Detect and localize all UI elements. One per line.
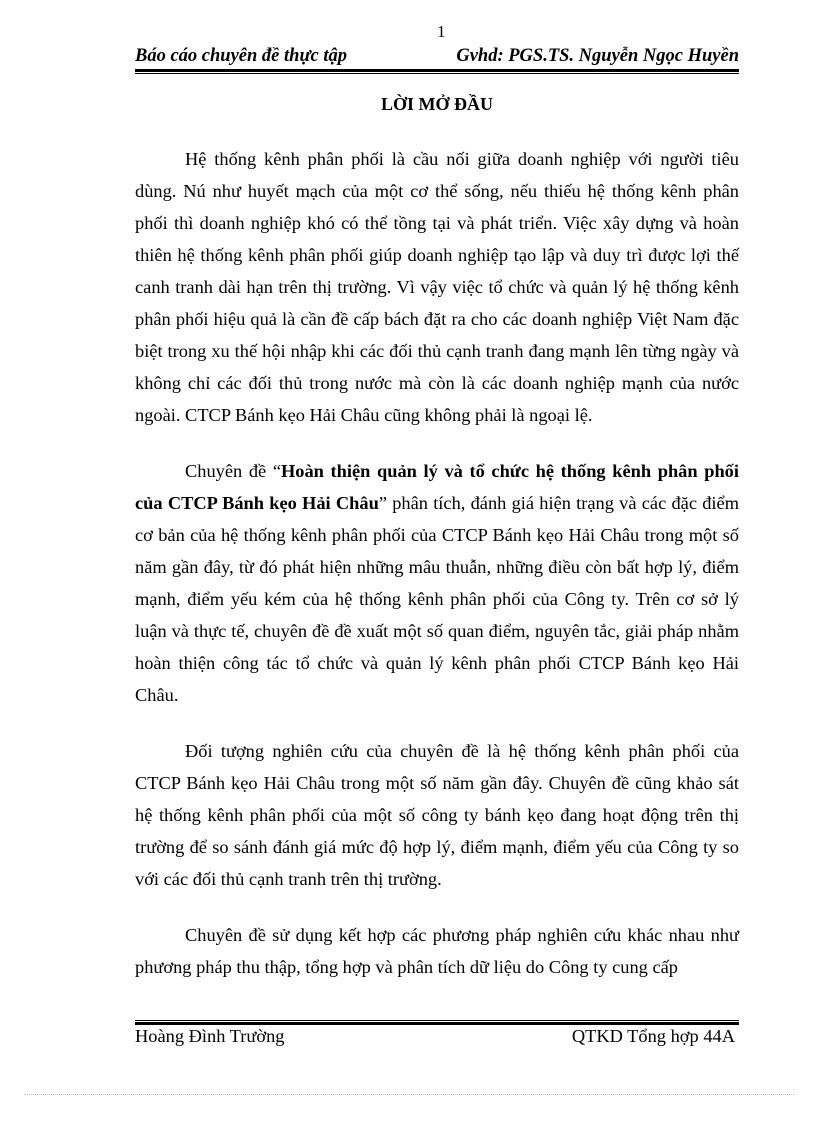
paragraph-3: Đối tượng nghiên cứu của chuyên đề là hệ thống kênh phân phối của CTCP Bánh kẹo Hải Châu trong một số năm gần đây. Chuyên đề cũng khảo sát hệ thống kênh phân phối của một số công ty bánh kẹo đang hoạt động trên thị trường để so sánh đánh giá mức độ hợp lý, điểm mạnh, điểm yếu của Công ty so với các đối thủ cạnh tranh trên thị trường. bbox=[135, 741, 739, 889]
paragraph-2 bbox=[135, 455, 739, 711]
page-boundary bbox=[24, 1094, 794, 1095]
page-number: 1 bbox=[437, 22, 446, 41]
page-title: LỜI MỞ ĐẦU bbox=[381, 94, 493, 114]
footer-author: Hoàng Đình Trường bbox=[135, 1026, 285, 1046]
paragraph-2-rest: ” phân tích, đánh giá hiện trạng và các đặc điểm cơ bản của hệ thống kênh phân phối của CTCP Bánh kẹo Hải Châu trong một số năm gần đây, từ đó phát hiện những mâu thuẫn, những điều còn bất hợp lý, điểm mạnh, điểm yếu kém của hệ thống kênh phân phối của Công ty. Trên cơ sở lý luận và thực tế, chuyên đề đề xuất một số quan điểm, nguyên tắc, giải pháp nhằm hoàn thiện công tác tổ chức và quản lý kênh phân phối CTCP Bánh kẹo Hải Châu. bbox=[135, 493, 739, 705]
paragraph-1: Hệ thống kênh phân phối là cầu nối giữa doanh nghiệp với người tiêu dùng. Nú như huyết mạch của một cơ thể sống, nếu thiếu hệ thống kênh phân phối thì doanh nghiệp khó có thể tồng tại và phát triển. Việc xây dựng và hoàn thiên hệ thống kênh phân phối giúp doanh nghiệp tạo lập và duy trì được lợi thế canh tranh dài hạn trên thị trường. Vì vậy việc tổ chức và quản lý hệ thống kênh phân phối hiệu quả là cần đề cấp bách đặt ra cho các doanh nghiệp Việt Nam đặc biệt trong xu thế hội nhập khi các đối thủ cạnh tranh đang mạnh lên từng ngày và không chỉ các đối thủ trong nước mà còn là các doanh nghiệp mạnh của nước ngoài. CTCP Bánh kẹo Hải Châu cũng không phải là ngoại lệ. bbox=[135, 149, 739, 425]
footer-class: QTKD Tổng hợp 44A bbox=[571, 1026, 735, 1046]
paragraph-2-topic: Hoàn thiện quản lý và tổ chức hệ thống kênh phân phối của CTCP Bánh kẹo Hải Châu bbox=[135, 461, 739, 513]
header-report-title: Báo cáo chuyên đề thực tập bbox=[135, 46, 348, 66]
running-header bbox=[135, 44, 739, 70]
document-body bbox=[135, 143, 739, 983]
header-advisor: Gvhd: PGS.TS. Nguyễn Ngọc Huyền bbox=[456, 46, 739, 66]
footer-divider bbox=[135, 1020, 739, 1025]
paragraph-4: Chuyên đề sử dụng kết hợp các phương pháp nghiên cứu khác nhau như phương pháp thu thập, tổng hợp và phân tích dữ liệu do Công ty cung cấp bbox=[135, 925, 739, 977]
paragraph-2-prefix: Chuyên đề “ bbox=[185, 461, 281, 481]
header-divider bbox=[135, 69, 739, 74]
